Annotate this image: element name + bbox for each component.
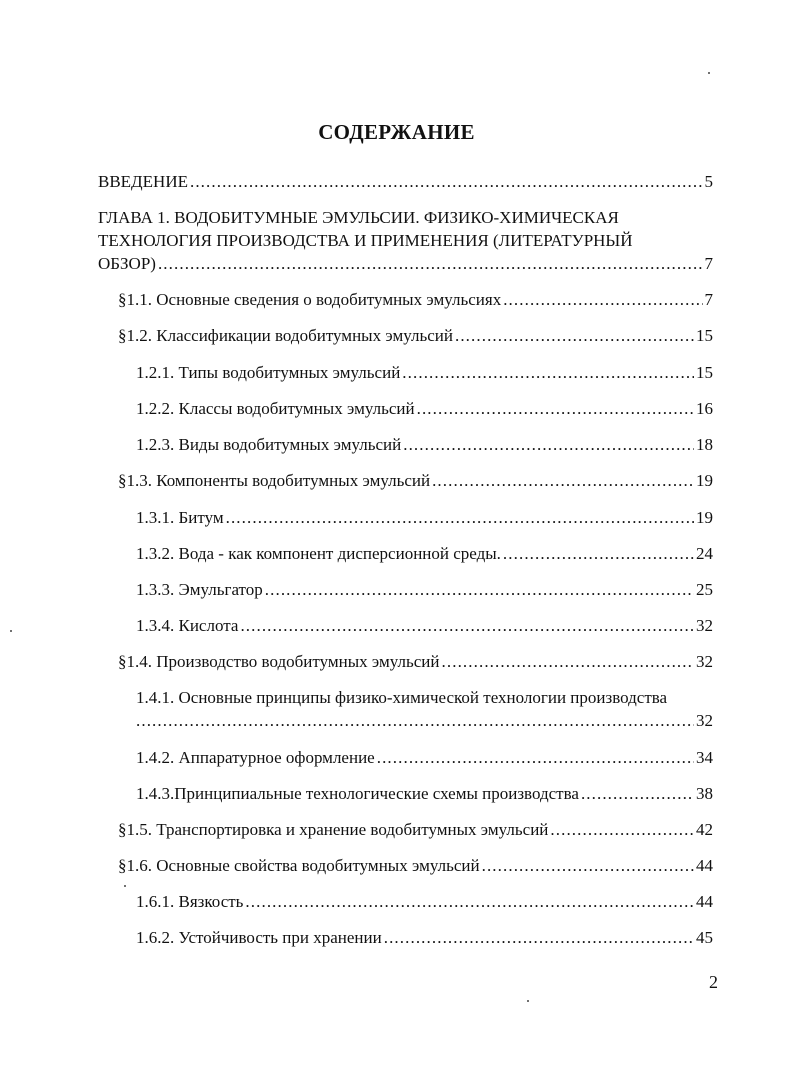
toc-entry-1-6[interactable] — [118, 854, 713, 877]
toc-entry-1-4-1[interactable] — [136, 686, 713, 732]
toc-entry-1-6-2[interactable] — [136, 926, 713, 949]
dot-leader — [190, 170, 703, 193]
toc-entry-page: 19 — [696, 508, 713, 527]
dot-leader — [503, 542, 694, 565]
toc-entry-1-3-3[interactable] — [136, 578, 713, 601]
toc-entry-1-2-1[interactable] — [136, 361, 713, 384]
toc-entry-page: 15 — [696, 363, 713, 382]
dot-leader — [581, 782, 694, 805]
toc-entry-1-3[interactable] — [118, 469, 713, 492]
toc-entry-page: 32 — [696, 652, 713, 671]
toc-entry-introduction[interactable] — [98, 170, 713, 193]
toc-entry-text: §1.6. Основные свойства водобитумных эмульсий — [118, 856, 480, 875]
toc-entry-text: §1.5. Транспортировка и хранение водобитумных эмульсий — [118, 820, 549, 839]
toc-entry-page: 34 — [696, 748, 713, 767]
dot-leader — [384, 926, 694, 949]
page-title: СОДЕРЖАНИЕ — [318, 120, 475, 144]
toc-entry-text: 1.2.3. Виды водобитумных эмульсий — [136, 435, 402, 454]
toc-entry-page: 32 — [696, 616, 713, 635]
dot-leader — [158, 252, 703, 275]
toc-entry-1-4[interactable] — [118, 650, 713, 673]
toc-entry-1-5[interactable] — [118, 818, 713, 841]
dot-leader — [550, 818, 694, 841]
toc-entry-text: §1.2. Классификации водобитумных эмульсий — [118, 326, 453, 345]
dot-leader — [455, 324, 694, 347]
dot-leader — [377, 746, 694, 769]
toc-entry-1-1[interactable] — [118, 288, 713, 311]
toc-entry-text: §1.3. Компоненты водобитумных эмульсий — [118, 471, 431, 490]
toc-entry-text-line1: ГЛАВА 1. ВОДОБИТУМНЫЕ ЭМУЛЬСИИ. ФИЗИКО-ХИМИЧЕСКАЯ — [98, 208, 619, 227]
toc-entry-1-3-1[interactable] — [136, 506, 713, 529]
dot-leader — [245, 890, 694, 913]
toc-entry-text: ВВЕДЕНИЕ — [98, 172, 188, 191]
toc-entry-page: 7 — [704, 254, 713, 273]
dot-leader — [432, 469, 694, 492]
toc-entry-text: ОБЗОР) — [98, 254, 156, 273]
toc-entry-page: 45 — [696, 928, 713, 947]
toc-entry-page: 15 — [696, 326, 713, 345]
dot-leader — [482, 854, 694, 877]
toc-entry-1-6-1[interactable] — [136, 890, 713, 913]
dot-leader — [503, 288, 702, 311]
toc-entry-page: 38 — [696, 784, 713, 803]
toc-entry-text: 1.3.4. Кислота — [136, 616, 239, 635]
toc-entry-page: 18 — [696, 435, 713, 454]
toc-entry-page: 5 — [704, 172, 713, 191]
toc-entry-text: 1.6.2. Устойчивость при хранении — [136, 928, 382, 947]
toc-entry-text: 1.6.1. Вязкость — [136, 892, 244, 911]
dot-leader — [226, 506, 694, 529]
toc-entry-text: 1.2.2. Классы водобитумных эмульсий — [136, 399, 415, 418]
toc-entry-text: 1.3.2. Вода - как компонент дисперсионной среды. — [136, 544, 501, 563]
toc-entry-text: 1.4.3.Принципиальные технологические схемы производства — [136, 784, 579, 803]
toc-entry-text: 1.3.3. Эмульгатор — [136, 580, 263, 599]
dot-leader — [265, 578, 694, 601]
toc-entry-text: 1.3.1. Битум — [136, 508, 224, 527]
dot-leader — [417, 397, 694, 420]
dot-leader — [402, 361, 694, 384]
dot-leader — [240, 614, 694, 637]
toc-entry-1-3-2[interactable] — [136, 542, 713, 565]
toc-entry-text-line1: 1.4.1. Основные принципы физико-химической технологии производства — [136, 688, 668, 707]
toc-entry-text: 1.2.1. Типы водобитумных эмульсий — [136, 363, 401, 382]
toc-entry-chapter-1[interactable] — [98, 206, 713, 275]
page-number: 2 — [709, 972, 718, 992]
toc-entry-page: 42 — [696, 820, 713, 839]
toc-entry-text: §1.1. Основные сведения о водобитумных эмульсиях — [118, 290, 502, 309]
toc-entry-1-4-2[interactable] — [136, 746, 713, 769]
toc-entry-1-2[interactable] — [118, 324, 713, 347]
toc-entry-page: 44 — [696, 892, 713, 911]
toc-entry-page: 7 — [704, 290, 713, 309]
toc-entry-page: 32 — [696, 711, 713, 730]
toc-entry-page: 44 — [696, 856, 713, 875]
toc-entry-text: §1.4. Производство водобитумных эмульсий — [118, 652, 440, 671]
toc-entry-page: 25 — [696, 580, 713, 599]
dot-leader — [136, 709, 694, 732]
toc-entry-text: 1.4.2. Аппаратурное оформление — [136, 748, 375, 767]
toc-entry-1-2-2[interactable] — [136, 397, 713, 420]
toc-entry-1-4-3[interactable] — [136, 782, 713, 805]
toc-entry-page: 19 — [696, 471, 713, 490]
scan-speck — [708, 72, 710, 74]
toc-entry-1-3-4[interactable] — [136, 614, 713, 637]
toc-entry-text-line2: ТЕХНОЛОГИЯ ПРОИЗВОДСТВА И ПРИМЕНЕНИЯ (ЛИТЕРАТУРНЫЙ — [98, 231, 633, 250]
toc-entry-page: 16 — [696, 399, 713, 418]
scan-speck — [10, 630, 12, 632]
scan-speck — [527, 1000, 529, 1002]
toc-entry-1-2-3[interactable] — [136, 433, 713, 456]
toc-entry-page: 24 — [696, 544, 713, 563]
dot-leader — [442, 650, 694, 673]
dot-leader — [403, 433, 694, 456]
scan-speck — [124, 885, 126, 887]
